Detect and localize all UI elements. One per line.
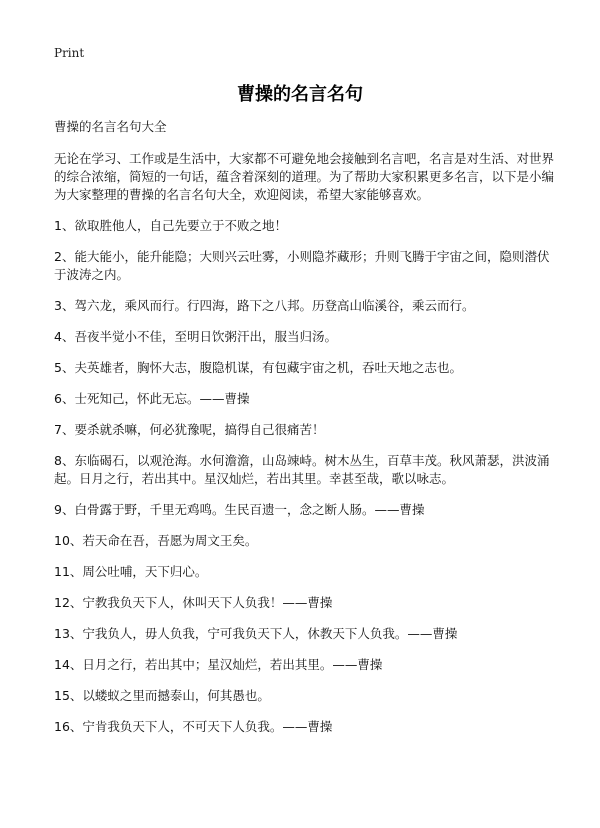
quote-item: 9、白骨露于野，千里无鸡鸣。生民百遗一，念之断人肠。——曹操 [54, 502, 425, 517]
quote-item: 4、吾夜半觉小不佳，至明日饮粥汗出，服当归汤。 [54, 329, 337, 344]
quote-item: 8、东临碣石，以观沧海。水何澹澹，山岛竦峙。树木丛生，百草丰茂。秋风萧瑟，洪波涌起。日月之行，若出其中。星汉灿烂，若出其里。幸甚至哉，歌以咏志。 [54, 453, 550, 486]
print-link[interactable]: Print [54, 46, 85, 60]
article-subtitle: 曹操的名言名句大全 [54, 119, 167, 134]
quote-item: 2、能大能小，能升能隐；大则兴云吐雾，小则隐芥藏形；升则飞腾于宇宙之间，隐则潜伏于波涛之内。 [54, 249, 550, 282]
intro-paragraph: 无论在学习、工作或是生活中，大家都不可避免地会接触到名言吧，名言是对生活、对世界的综合浓缩，简短的一句话，蕴含着深刻的道理。为了帮助大家积累更多名言，以下是小编为大家整理的曹操的名言名句大全，欢迎阅读，希望大家能够喜欢。 [54, 151, 555, 202]
quote-item: 13、宁我负人，毋人负我，宁可我负天下人，休教天下人负我。——曹操 [54, 626, 458, 641]
article-body [54, 118, 554, 749]
quote-item: 16、宁肯我负天下人，不可天下人负我。——曹操 [54, 719, 333, 734]
quote-item: 5、夫英雄者，胸怀大志，腹隐机谋，有包藏宇宙之机，吞吐天地之志也。 [54, 360, 462, 375]
quote-item: 12、宁教我负天下人，休叫天下人负我！——曹操 [54, 595, 333, 610]
quote-item: 1、欲取胜他人，自己先要立于不败之地！ [54, 218, 287, 233]
quote-item: 6、士死知己，怀此无忘。——曹操 [54, 391, 250, 406]
quote-item: 15、以蝼蚁之里而撼泰山，何其愚也。 [54, 688, 270, 703]
quote-item: 3、驾六龙，乘风而行。行四海，路下之八邦。历登高山临溪谷，乘云而行。 [54, 298, 475, 313]
quote-item: 14、日月之行，若出其中；星汉灿烂，若出其里。——曹操 [54, 657, 383, 672]
quote-item: 7、要杀就杀嘛，何必犹豫呢，搞得自己很痛苦！ [54, 422, 325, 437]
quote-item: 11、周公吐哺，天下归心。 [54, 564, 208, 579]
quote-item: 10、若天命在吾，吾愿为周文王矣。 [54, 533, 258, 548]
page-title: 曹操的名言名句 [237, 84, 363, 105]
